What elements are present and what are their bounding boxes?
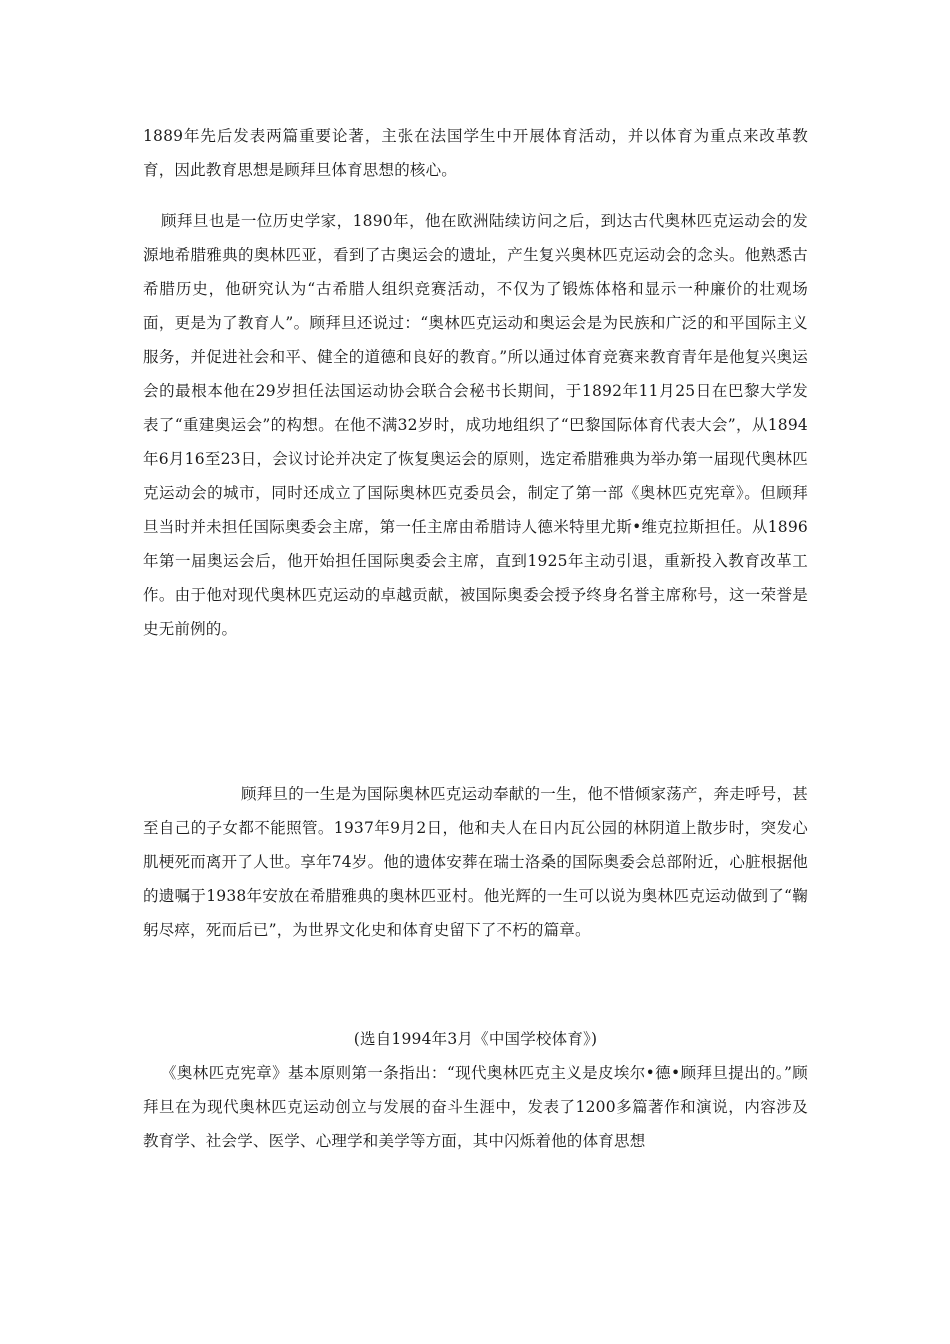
paragraph-2: 顾拜旦也是一位历史学家，1890年，他在欧洲陆续访问之后，到达古代奥林匹克运动会的发源地希腊雅典的奥林匹亚，看到了古奥运会的遗址，产生复兴奥林匹克运动会的念头。他熟悉古希腊历史，他研究认为“古希腊人组织竞赛活动，不仅为了锻炼体格和显示一种廉价的壮观场面，更是为了教育人”。顾拜旦还说过：“奥林匹克运动和奥运会是为民族和广泛的和平国际主义服务，并促进社会和平、健全的道德和良好的教育。”所以通过体育竞赛来教育青年是他复兴奥运会的最根本他在29岁担任法国运动协会联合会秘书长期间，于1892年11月25日在巴黎大学发表了“重建奥运会”的构想。在他不满32岁时，成功地组织了“巴黎国际体育代表大会”，从1894年6月16至23日，会议讨论并决定了恢复奥运会的原则，选定希腊雅典为举办第一届现代奥林匹克运动会的城市，同时还成立了国际奥林匹克委员会，制定了第一部《奥林匹克宪章》。但顾拜旦当时并未担任国际奥委会主席，第一任主席由希腊诗人德米特里尤斯•维克拉斯担任。从1896年第一届奥运会后，他开始担任国际奥委会主席，直到1925年主动引退，重新投入教育改革工作。由于他对现代奥林匹克运动的卓越贡献，被国际奥委会授予终身名誉主席称号，这一荣誉是史无前例的。	[143, 212, 808, 638]
paragraph-3: 顾拜旦的一生是为国际奥林匹克运动奉献的一生，他不惜倾家荡产，奔走呼号，甚至自己的子女都不能照管。1937年9月2日，他和夫人在日内瓦公园的林阴道上散步时，突发心肌梗死而离开了人世。享年74岁。他的遗体安葬在瑞士洛桑的国际奥委会总部附近，心脏根据他的遗嘱于1938年安放在希腊雅典的奥林匹亚村。他光辉的一生可以说为奥林匹克运动做到了“鞠躬尽瘁，死而后已”，为世界文化史和体育史留下了不朽的篇章。	[143, 785, 808, 939]
paragraph-1: 1889年先后发表两篇重要论著，主张在法国学生中开展体育活动，并以体育为重点来改革教育，因此教育思想是顾拜旦体育思想的核心。	[143, 127, 808, 179]
source-citation: (选自1994年3月《中国学校体育》)	[353, 1030, 598, 1048]
paragraph-4: 《奥林匹克宪章》基本原则第一条指出：“现代奥林匹克主义是皮埃尔•德•顾拜旦提出的。”顾拜旦在为现代奥林匹克运动创立与发展的奋斗生涯中，发表了1200多篇著作和演说，内容涉及教育学、社会学、医学、心理学和美学等方面，其中闪烁着他的体育思想	[143, 1064, 808, 1150]
